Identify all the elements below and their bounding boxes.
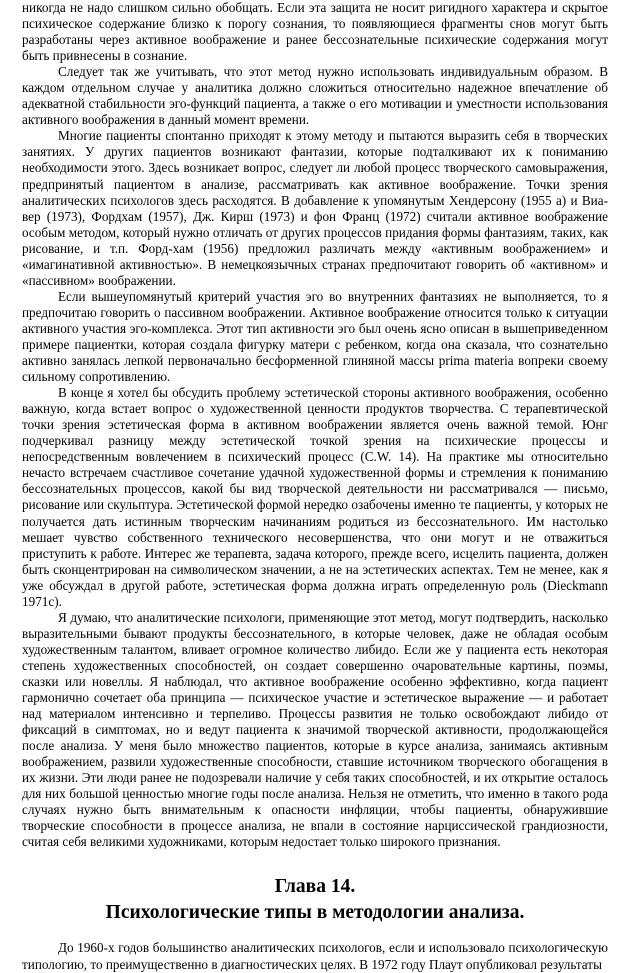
paragraph-creative-patients: Многие пациенты спонтанно приходят к этому методу и пытаются выразить себя в творческих занятиях. У других пациентов возникают фантазии, которые подталкивают их к пониманию необходимости этого. Здесь возникает вопрос, следует ли любой процесс творческого самовыражения, предпринятый пациентом в анализе, рассматривать как активное воображение. Точки зрения аналитических психологов здесь расходятся. В добавление к упомянутым Хендерсону (1955 а) и Виа-вер (1973), Фордхам (1957), Дж. Кирш (1973) и фон Франц (1972) считали активное воображение особым методом, который нужно отличать от других процессов придания формы фантазиям, таких, как рисование, и т.п. Форд-хам (1956) предложил различать между «активным воображением» и «имагинативной активностью». В немецкоязычных странах предпочитают говорить об «активном» и «пассивном» воображении. — [22, 128, 608, 288]
paragraph-aesthetic-side: В конце я хотел бы обсудить проблему эстетической стороны активного воображения, особенно важную, когда встает вопрос о художественной ценности продуктов творчества. С терапевтической точки зрения эстетическая форма в активном воображении является очень важной темой. Юнг подчеркивал разницу между эстетической точкой зрения на психические процессы и непосредственным вовлечением в психический процесс (C.W. 14). На практике мы относительно нечасто встречаем счастливое сочетание удачной художественной формы и стремления к пониманию бессознательных процессов, какой бы вид творческой деятельности ни рассматривался — письмо, рисование или скульптура. Эстетической формой нередко озабочены именно те пациенты, у которых не получается дать истинным творческим начинаниям родиться из бессознательного. Им настолько мешает чувство собственного технического несовершенства, что они могут и не отважиться приступить к работе. Интерес же терапевта, задача которого, прежде всего, исцелить пациента, должен быть сконцентрирован на символическом значении, а не на эстетических аспектах. Тем не менее, как я уже обсуждал в другой работе, эстетическая форма должна играть определенную роль (Dieckmann 1971c). — [22, 385, 608, 609]
chapter-title: Психологические типы в методологии анализа. — [105, 902, 525, 924]
paragraph-method-usage: Следует так же учитывать, что этот метод нужно использовать индивидуальным образом. В каждом отдельном случае у аналитика должно сложиться относительно надежное впечатление об адекватной стабильности эго-функций пациента, а также о его мотивации и уместности использования активного воображения в данный момент времени. — [22, 64, 608, 128]
paragraph-chapter-opening: До 1960-х годов большинство аналитических психологов, если и использовало психологическую типологию, то преимущественно в диагностических целях. В 1972 году Плаут опубликовал результаты — [22, 940, 608, 972]
paragraph-passive-imagination: Если вышеупомянутый критерий участия эго во внутренних фантазиях не выполняется, то я предпочитаю говорить о пассивном воображении. Активное воображение относится только к ситуации активного участия эго-комплекса. Этот тип активности эго был очень ясно описан в вышеприведенном примере пациентки, которая создала фигурку матери с ребенком, когда она сказала, что сознательно активно занялась лепкой первоначально бесформенной глиняной массы prima materia вопреки своему сильному сопротивлению. — [22, 288, 608, 385]
document-page — [22, 0, 608, 973]
chapter-number: Глава 14. — [274, 876, 356, 898]
paragraph-continuation: никогда не надо слишком сильно обобщать. Если эта защита не носит ригидного характера и скрытое психическое содержание близко к порогу сознания, то появляющиеся фрагменты снов могут быть разработаны через активное воображение и ранее бессознательные психические содержания могут быть привнесены в сознание. — [22, 0, 608, 64]
chapter-heading — [22, 874, 608, 926]
paragraph-analytic-psychologists: Я думаю, что аналитические психологи, применяющие этот метод, могут подтвердить, насколько выразительными бывают продукты бессознательного, в которые человек, даже не обладая особым художественным талантом, вливает огромное количество либидо. Если же у пациента есть некоторая степень художественных способностей, он создает совершенно очаровательные картины, поэмы, сказки или новеллы. Я наблюдал, что активное воображение особенно эффективно, когда пациент гармонично сочетает оба принципа — психическое участие и эстетическое выражение — и работает над материалом интенсивно и терпеливо. Процессы развития не только освобождают либидо от фиксаций в симптомах, но и ведут пациента к значимой творческой активности, продолжающейся после анализа. У меня было множество пациентов, которые в курсе анализа, занимаясь активным воображением, развили художественные способности, ставшие источником творческого обогащения в их жизни. Эти люди ранее не подозревали наличие у себя таких способностей, и их открытие осталось для них большой ценностью многие годы после анализа. Нельзя не отметить, что именно в такого рода случаях нужно быть внимательным к опасности инфляции, чтобы пациенты, обнаружившие творческие способности в процессе анализа, не впали в состояние нарциссической грандиозности, считая себя великими художниками, которым недостает только широкого признания. — [22, 609, 608, 850]
